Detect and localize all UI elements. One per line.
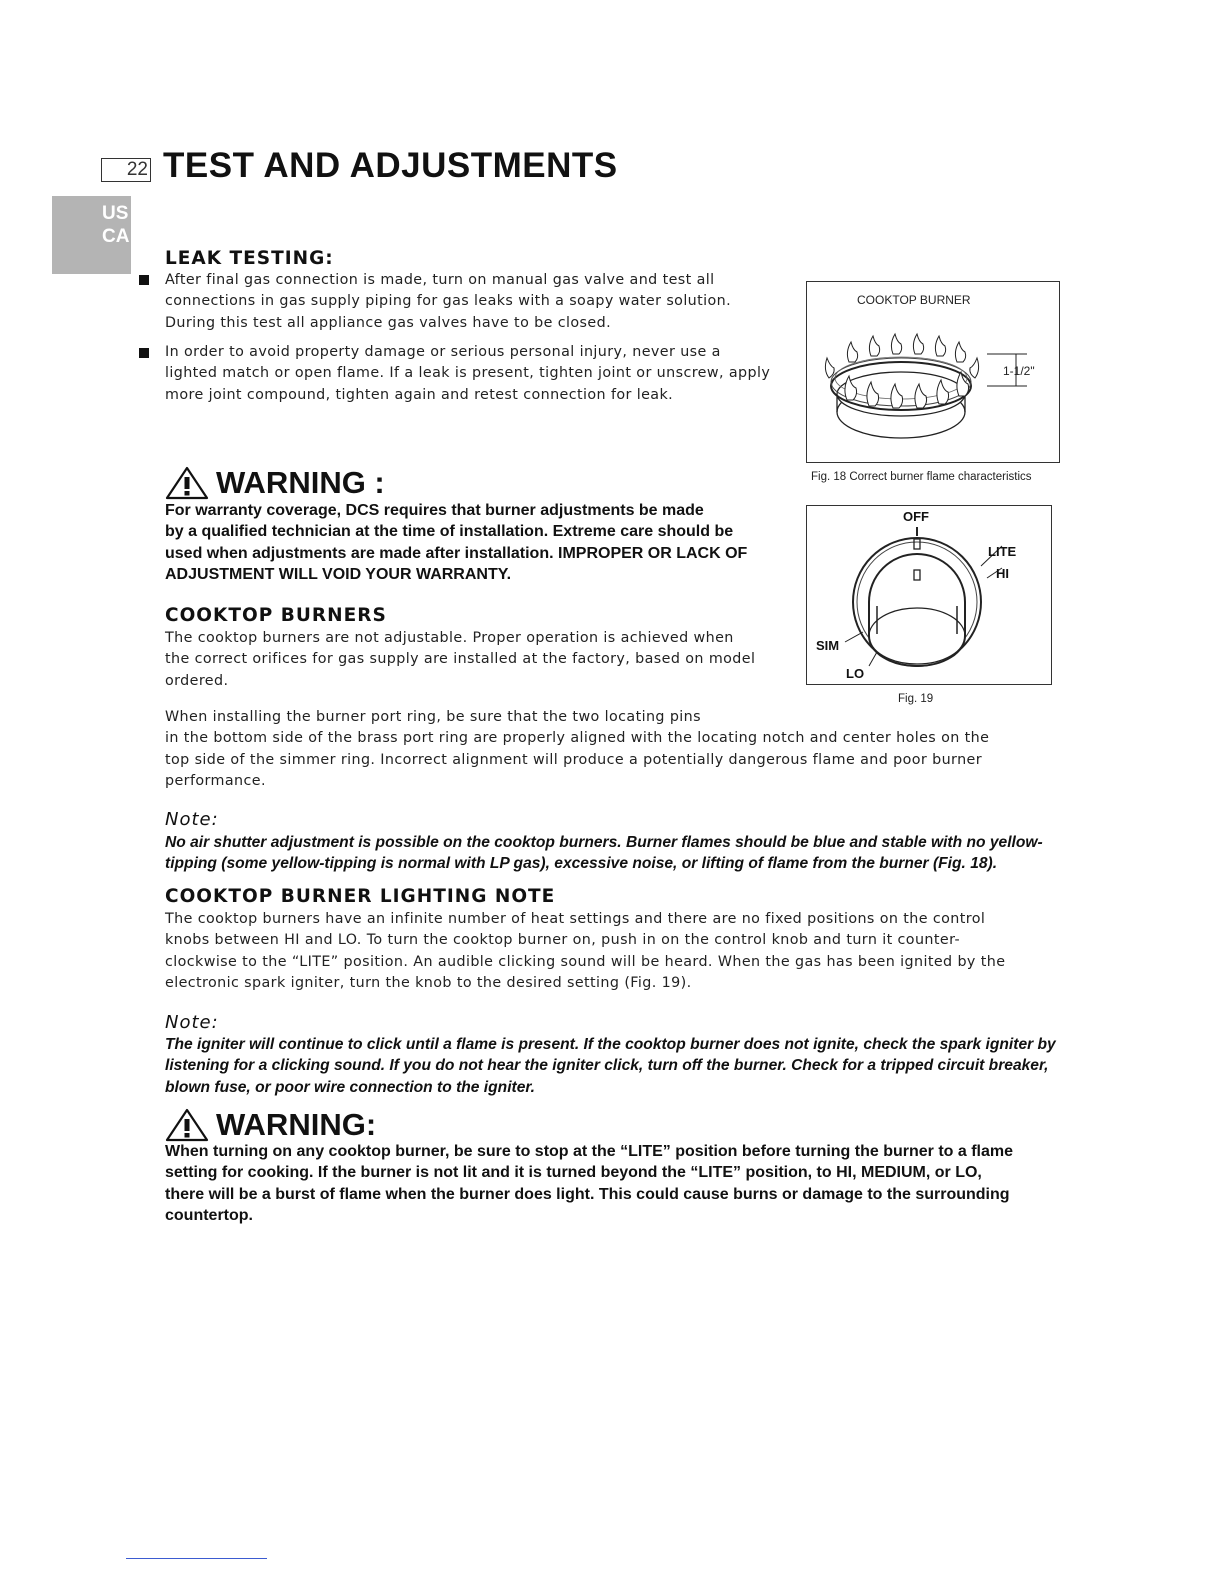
cooktop-burners-para2 <box>165 707 1065 792</box>
footer-rule <box>126 1558 267 1559</box>
text-line: lighted match or open flame. If a leak is present, tighten joint or unscrew, apply <box>165 365 771 382</box>
lighting-note-text <box>165 909 1065 994</box>
text-line: setting for cooking. If the burner is not lit and it is turned beyond the “LITE” position, to HI, MEDIUM, or LO, <box>165 1164 982 1182</box>
text-line: No air shutter adjustment is possible on the cooktop burners. Burner flames should be blue and stable with no yellow- <box>165 834 1043 851</box>
fig18-label: COOKTOP BURNER <box>857 293 971 307</box>
knob-label-lite: LITE <box>988 544 1017 559</box>
text-line: After final gas connection is made, turn on manual gas valve and test all <box>165 272 715 288</box>
knob-label-hi: HI <box>996 566 1009 581</box>
text-line: performance. <box>165 772 266 789</box>
text-line: listening for a clicking sound. If you do not hear the igniter click, turn off the burner. Check for a tripped circuit breaker, <box>165 1057 1049 1075</box>
note-title: Note: <box>165 1012 219 1033</box>
text-line: the correct orifices for gas supply are installed at the factory, based on model <box>165 651 756 668</box>
lighting-note-heading: COOKTOP BURNER LIGHTING NOTE <box>165 886 556 907</box>
text-line: ordered. <box>165 672 229 689</box>
text-line: more joint compound, tighten again and retest connection for leak. <box>165 386 674 403</box>
text-line: The cooktop burners are not adjustable. Proper operation is achieved when <box>165 630 734 646</box>
note-text <box>165 1034 1065 1098</box>
fig18-box <box>806 281 1060 463</box>
knob-label-off: OFF <box>903 509 929 524</box>
text-line: used when adjustments are made after installation. IMPROPER OR LACK OF <box>165 544 748 562</box>
knob-label-lo: LO <box>846 666 865 681</box>
cooktop-burners-para1 <box>165 628 790 692</box>
knob-label-sim: SIM <box>816 638 840 653</box>
warning-title: WARNING: <box>216 1107 377 1142</box>
text-line: blown fuse, or poor wire connection to the igniter. <box>165 1078 535 1096</box>
warning-triangle-icon <box>165 466 209 504</box>
text-line: During this test all appliance gas valves have to be closed. <box>165 314 612 331</box>
text-line: there will be a burst of flame when the burner does light. This could cause burns or damage to the surrounding <box>165 1185 1010 1203</box>
page-title: TEST AND ADJUSTMENTS <box>163 146 618 185</box>
text-line: The cooktop burners have an infinite number of heat settings and there are no fixed positions on the control <box>165 911 986 927</box>
text-line: countertop. <box>165 1206 253 1224</box>
page-number: 22 <box>101 158 151 182</box>
warning-text <box>165 500 795 585</box>
leak-bullet-2 <box>165 342 805 406</box>
text-line: When installing the burner port ring, be sure that the two locating pins <box>165 709 701 725</box>
note-text <box>165 832 1065 875</box>
region-ca: CA <box>102 226 130 247</box>
leak-bullet-1 <box>165 270 805 334</box>
text-line: ADJUSTMENT WILL VOID YOUR WARRANTY. <box>165 565 512 583</box>
text-line: electronic spark igniter, turn the knob to the desired setting (Fig. 19). <box>165 974 692 991</box>
text-line: clockwise to the “LITE” position. An audible clicking sound will be heard. When the gas has been ignited by the <box>165 953 1006 970</box>
text-line: knobs between HI and LO. To turn the cooktop burner on, push in on the control knob and turn it counter- <box>165 932 960 949</box>
fig19-box <box>806 505 1052 685</box>
text-line: in the bottom side of the brass port ring are properly aligned with the locating notch and center holes on the <box>165 730 990 747</box>
region-us: US <box>102 203 129 224</box>
note-title: Note: <box>165 809 219 830</box>
fig19-caption: Fig. 19 <box>898 693 934 705</box>
text-line: For warranty coverage, DCS requires that burner adjustments be made <box>165 502 704 519</box>
fig18-dimension: 1-1/2" <box>1003 364 1035 378</box>
text-line: by a qualified technician at the time of installation. Extreme care should be <box>165 523 734 541</box>
text-line: The igniter will continue to click until a flame is present. If the cooktop burner does not ignite, check the spark igniter by <box>165 1036 1056 1053</box>
bullet-marker <box>139 275 149 285</box>
warning-title: WARNING : <box>216 465 385 500</box>
fig18-caption: Fig. 18 Correct burner flame characteristics <box>811 471 1032 483</box>
bullet-marker <box>139 348 149 358</box>
text-line: top side of the simmer ring. Incorrect alignment will produce a potentially dangerous flame and poor burner <box>165 751 983 768</box>
text-line: connections in gas supply piping for gas leaks with a soapy water solution. <box>165 293 732 310</box>
leak-testing-heading: LEAK TESTING: <box>165 248 334 269</box>
cooktop-burners-heading: COOKTOP BURNERS <box>165 605 387 626</box>
text-line: tipping (some yellow-tipping is normal with LP gas), excessive noise, or lifting of flame from the burner (Fig. 18). <box>165 855 998 873</box>
region-tab <box>52 196 131 274</box>
text-line: In order to avoid property damage or serious personal injury, never use a <box>165 344 721 360</box>
text-line: When turning on any cooktop burner, be sure to stop at the “LITE” position before turning the burner to a flame <box>165 1143 1014 1160</box>
knob-illustration <box>807 506 1051 684</box>
warning-text <box>165 1141 1065 1226</box>
